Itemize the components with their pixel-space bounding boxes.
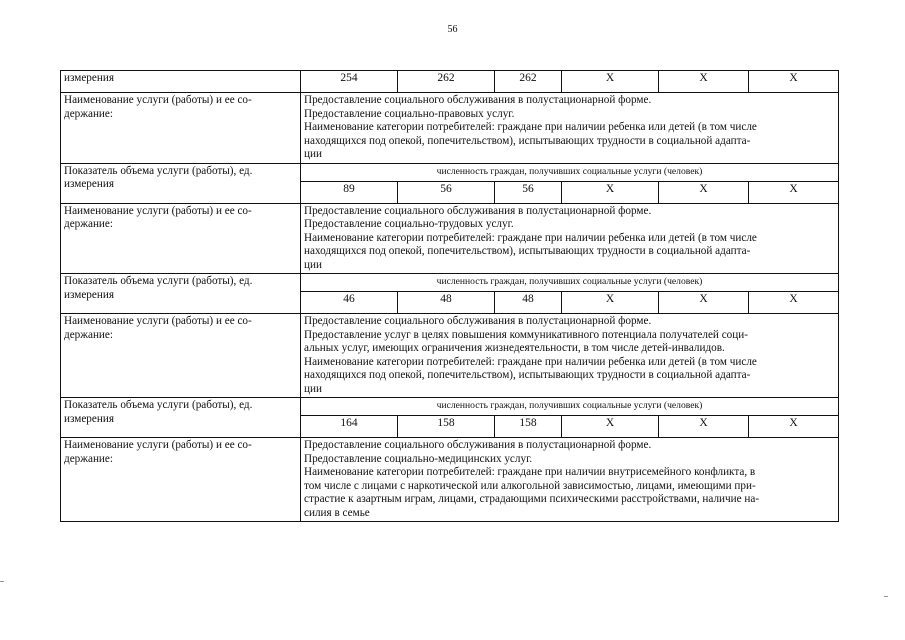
- table-row: [61, 438, 839, 522]
- table-row: [61, 163, 839, 181]
- service-name-label: Наименование услуги (работы) и ее со- держание:: [61, 203, 301, 274]
- table-row: [61, 93, 839, 164]
- value-cell: 158: [398, 416, 495, 438]
- value-cell: Х: [562, 416, 659, 438]
- value-cell: Х: [659, 292, 749, 314]
- service-description: Предоставление социального обслуживания в полустационарной форме. Предоставление социально-трудовых услуг. Наименование категории потребителей: граждане при наличии ребенка или детей (в том числе находящихся под опекой, попечительством), испытывающих трудности в социальной адапта- ции: [301, 203, 839, 274]
- value-cell: Х: [749, 292, 839, 314]
- service-description: Предоставление социального обслуживания в полустационарной форме. Предоставление услуг в целях повышения коммуникативного потенциала получателей соци- альных услуг, имеющих ограничения жизнедеятельности, в том числе детей-инвалидов. Наименование категории потребителей: граждане при наличии ребенка или детей (в том числе находящихся под опекой, попечительством), испытывающих трудности в социальной адапта- ции: [301, 314, 839, 398]
- value-cell: Х: [659, 71, 749, 93]
- table-row: [61, 203, 839, 274]
- value-cell: 158: [495, 416, 562, 438]
- unit-of-measure: численность граждан, получивших социальные услуги (человек): [301, 163, 839, 181]
- volume-indicator-label: Показатель объема услуги (работы), ед. измерения: [61, 163, 301, 203]
- scan-edge-mark: [884, 596, 888, 597]
- value-cell: 48: [398, 292, 495, 314]
- table-row: [61, 398, 839, 416]
- unit-of-measure: численность граждан, получивших социальные услуги (человек): [301, 274, 839, 292]
- value-cell: 56: [398, 181, 495, 203]
- value-cell: 262: [398, 71, 495, 93]
- unit-of-measure: численность граждан, получивших социальные услуги (человек): [301, 398, 839, 416]
- value-cell: Х: [749, 181, 839, 203]
- table-row: [61, 71, 839, 93]
- value-cell: Х: [659, 416, 749, 438]
- value-cell: Х: [659, 181, 749, 203]
- services-table: [60, 70, 839, 522]
- value-cell: Х: [562, 71, 659, 93]
- value-cell: 46: [301, 292, 398, 314]
- service-description: Предоставление социального обслуживания в полустационарной форме. Предоставление социально-медицинских услуг. Наименование категории потребителей: граждане при наличии внутрисемейного конфликта, в том числе с лицами с наркотической или алкогольной зависимостью, лицами, имеющими при- страстие к азартным играм, лицами, страдающими психическими расстройствами, наличие на- силия в семье: [301, 438, 839, 522]
- service-description: Предоставление социального обслуживания в полустационарной форме. Предоставление социально-правовых услуг. Наименование категории потребителей: граждане при наличии ребенка или детей (в том числе находящихся под опекой, попечительством), испытывающих трудности в социальной адапта- ции: [301, 93, 839, 164]
- volume-indicator-label: Показатель объема услуги (работы), ед. измерения: [61, 398, 301, 438]
- value-cell: 164: [301, 416, 398, 438]
- service-name-label: Наименование услуги (работы) и ее со- держание:: [61, 93, 301, 164]
- value-cell: 254: [301, 71, 398, 93]
- scan-edge-mark: [0, 581, 4, 582]
- value-cell: 56: [495, 181, 562, 203]
- service-name-label: Наименование услуги (работы) и ее со- держание:: [61, 314, 301, 398]
- value-cell: Х: [562, 292, 659, 314]
- table-row: [61, 274, 839, 292]
- value-cell: 48: [495, 292, 562, 314]
- value-cell: 89: [301, 181, 398, 203]
- value-cell: Х: [749, 416, 839, 438]
- row-label: измерения: [61, 71, 301, 93]
- value-cell: 262: [495, 71, 562, 93]
- table-row: [61, 314, 839, 398]
- service-name-label: Наименование услуги (работы) и ее со- держание:: [61, 438, 301, 522]
- value-cell: Х: [562, 181, 659, 203]
- value-cell: Х: [749, 71, 839, 93]
- volume-indicator-label: Показатель объема услуги (работы), ед. измерения: [61, 274, 301, 314]
- page-number: 56: [447, 24, 458, 35]
